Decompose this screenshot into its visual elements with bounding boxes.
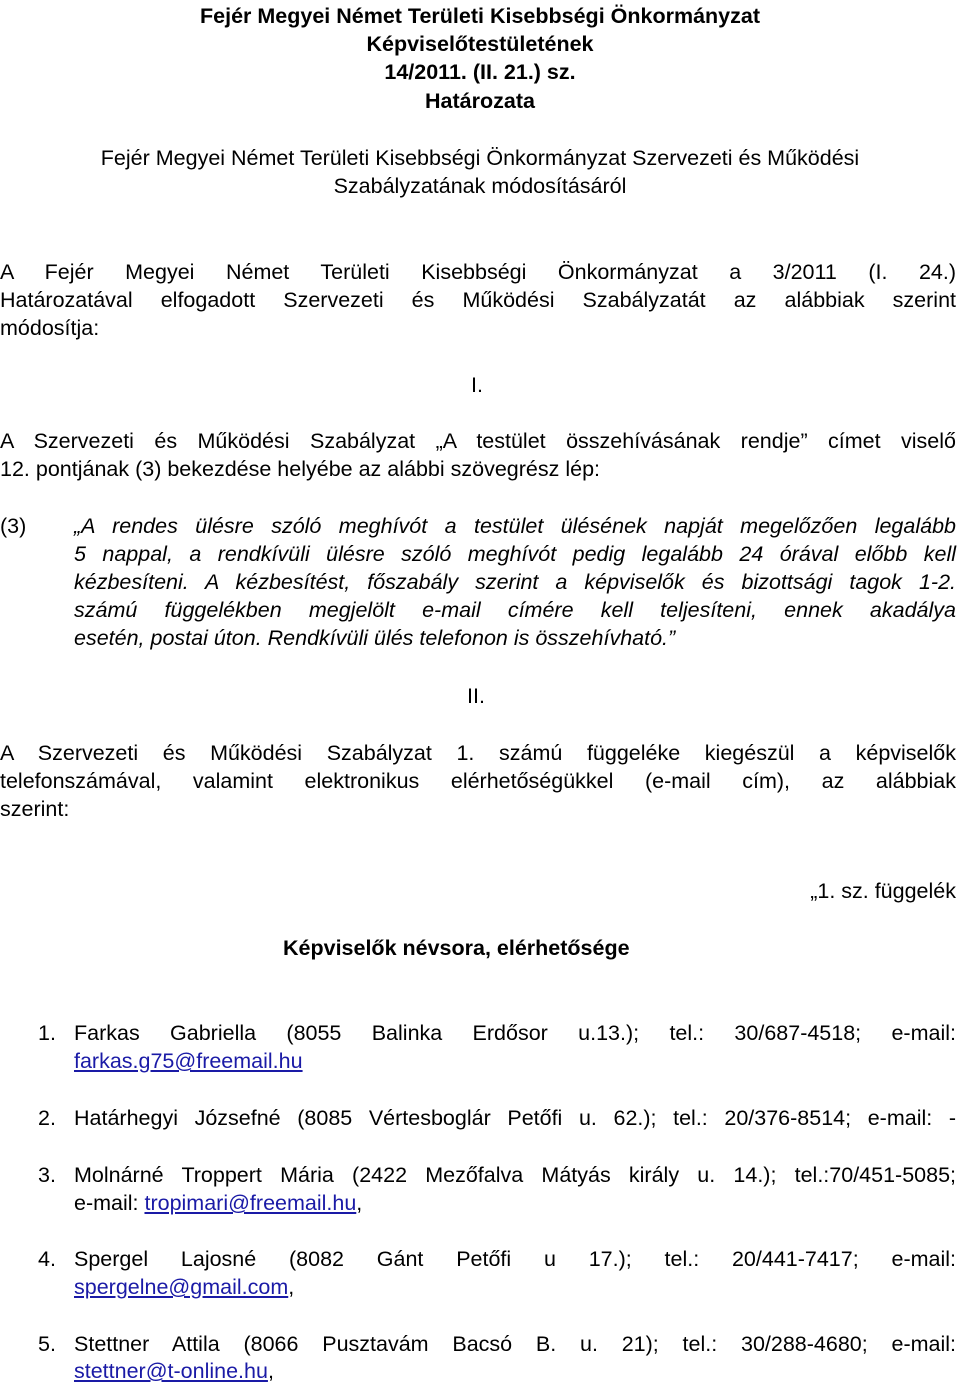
member-1-email-link[interactable]: farkas.g75@freemail.hu [74,1049,303,1073]
member-3-email-line [74,1189,362,1217]
header-subject-line-2: Szabályzatának módosításáról [333,174,627,198]
member-4-email-link[interactable]: spergelne@gmail.com [74,1275,289,1299]
section-1-paragraph-line-2: 12. pontjának (3) bekezdése helyébe az alábbi szövegrész lép: [0,457,600,481]
member-4-email-suffix: , [288,1275,295,1299]
header-title-line-2: Képviselőtestületének [366,32,594,56]
section-2-line-2: telefonszámával, valamint elektronikus elérhetőségükkel (e-mail cím), az alábbiak [0,769,956,793]
quote-line-5: esetén, postai úton. Rendkívüli ülés telefonon is összehívható.” [74,626,676,650]
member-4-number: 4. [38,1247,56,1271]
intro-line-3: módosítja: [0,316,100,340]
header-title-line-3: 14/2011. (II. 21.) sz. [384,60,576,84]
quote-line-4: számú függelékben megjelölt e-mail címére kell teljesíteni, ennek akadálya [74,598,956,622]
member-5-line: Stettner Attila (8066 Pusztavám Bacsó B. u. 21); tel.: 30/288-4680; e-mail: [74,1332,956,1356]
member-1-number: 1. [38,1021,56,1045]
section-2-number: II. [467,684,485,708]
quote-paragraph-label: (3) [0,514,27,538]
member-1-email-line [74,1047,303,1075]
section-2-line-3: szerint: [0,797,70,821]
intro-line-1: A Fejér Megyei Német Területi Kisebbségi Önkormányzat a 3/2011 (I. 24.) [0,260,956,284]
section-2-line-1: A Szervezeti és Működési Szabályzat 1. számú függeléke kiegészül a képviselők [0,741,956,765]
header-subject-line-1: Fejér Megyei Német Területi Kisebbségi Önkormányzat Szervezeti és Működési [100,146,860,170]
section-1-paragraph-line-1: A Szervezeti és Működési Szabályzat „A testület összehívásának rendje” címet viselő [0,429,956,453]
intro-line-2: Határozatával elfogadott Szervezeti és Működési Szabályzatát az alábbiak szerint [0,288,956,312]
member-5-email-line [74,1357,274,1385]
member-4-email-line [74,1273,294,1301]
member-5-email-link[interactable]: stettner@t-online.hu [74,1359,268,1383]
member-3-line: Molnárné Troppert Mária (2422 Mezőfalva Mátyás király u. 14.); tel.:70/451-5085; [74,1163,956,1187]
member-3-number: 3. [38,1163,56,1187]
member-2-line: Határhegyi Józsefné (8085 Vértesboglár Petőfi u. 62.); tel.: 20/376-8514; e-mail: - [74,1106,956,1130]
member-5-email-suffix: , [267,1359,274,1383]
member-2-number: 2. [38,1106,56,1130]
header-title-line-1: Fejér Megyei Német Területi Kisebbségi Önkormányzat [200,4,760,28]
member-1-line: Farkas Gabriella (8055 Balinka Erdősor u.13.); tel.: 30/687-4518; e-mail: [74,1021,956,1045]
appendix-title: Képviselők névsora, elérhetősége [283,936,630,960]
appendix-label: „1. sz. függelék [810,879,956,903]
member-5-number: 5. [38,1332,56,1356]
quote-line-1: „A rendes ülésre szóló meghívót a testület ülésének napját megelőzően legalább [74,514,956,538]
member-3-email-suffix: , [356,1191,363,1215]
quote-line-3: kézbesíteni. A kézbesítést, főszabály szerint a képviselők és bizottsági tagok 1-2. [74,570,956,594]
member-3-email-link[interactable]: tropimari@freemail.hu [144,1191,357,1215]
section-1-number: I. [471,373,483,397]
member-4-line: Spergel Lajosné (8082 Gánt Petőfi u 17.); tel.: 20/441-7417; e-mail: [74,1247,956,1271]
quote-line-2: 5 nappal, a rendkívüli ülésre szóló meghívót pedig legalább 24 órával előbb kell [74,542,956,566]
header-title-line-4: Határozata [425,89,535,113]
member-3-email-prefix: e-mail: [74,1191,145,1215]
